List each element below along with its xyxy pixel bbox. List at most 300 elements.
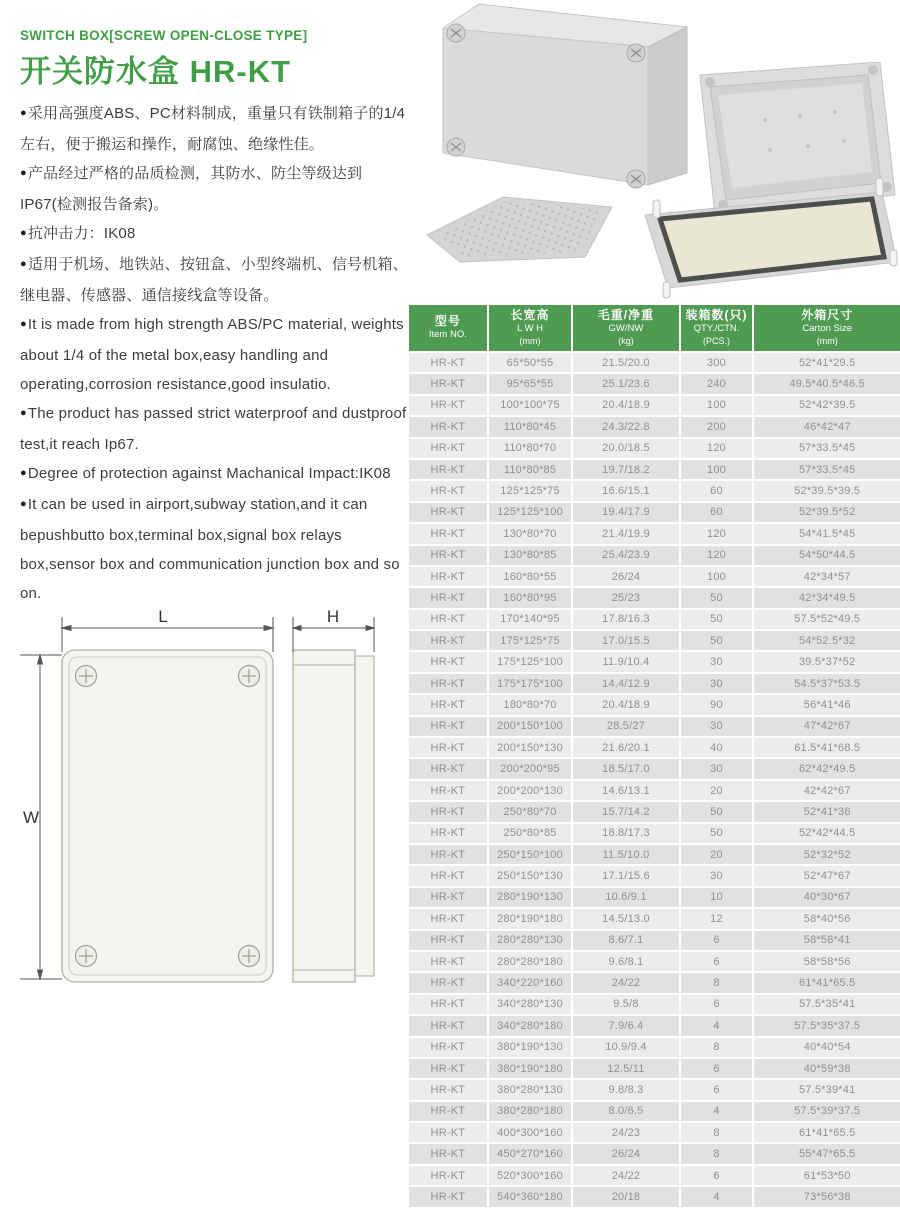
- spec-cell: 12.5/11: [573, 1059, 678, 1078]
- spec-row: [409, 888, 900, 907]
- spec-cell: 300: [681, 353, 753, 372]
- spec-cell: 8.0/6.5: [573, 1102, 678, 1121]
- spec-cell: 52*39.5*39.5: [754, 481, 900, 500]
- spec-cell: HR-KT: [409, 374, 487, 393]
- feature-bullet: [20, 310, 414, 399]
- spec-cell: 47*42*67: [754, 717, 900, 736]
- feature-bullet: [20, 399, 414, 459]
- spec-cell: 24.3/22.8: [573, 417, 678, 436]
- feature-text: 产品经过严格的品质检测，其防水、防尘等级达到IP67(检测报告备索)。: [20, 165, 363, 213]
- product-photo: [410, 0, 900, 302]
- column-header-unit: (PCS.): [703, 336, 730, 347]
- spec-row: [409, 695, 900, 714]
- spec-cell: 280*190*180: [489, 909, 572, 928]
- spec-cell: 40*59*38: [754, 1059, 900, 1078]
- spec-cell: 20.4/18.9: [573, 695, 678, 714]
- spec-cell: 120: [681, 546, 753, 565]
- feature-text: 抗冲击力：IK08: [27, 225, 136, 242]
- spec-table: [409, 305, 900, 1209]
- column-header: [573, 305, 678, 351]
- spec-cell: 8.6/7.1: [573, 931, 678, 950]
- spec-cell: 61.5*41*68.5: [754, 738, 900, 757]
- dim-W: [20, 655, 62, 979]
- spec-cell: 42*42*67: [754, 781, 900, 800]
- spec-cell: 6: [681, 952, 753, 971]
- spec-cell: 9.6/8.1: [573, 952, 678, 971]
- spec-cell: 57.5*35*37.5: [754, 1016, 900, 1035]
- spec-cell: 18.8/17.3: [573, 824, 678, 843]
- spec-cell: 30: [681, 717, 753, 736]
- spec-cell: 20.0/18.5: [573, 439, 678, 458]
- spec-cell: 52*42*44.5: [754, 824, 900, 843]
- spec-cell: HR-KT: [409, 888, 487, 907]
- spec-cell: 200*200*95: [489, 759, 572, 778]
- spec-cell: 21.5/20.0: [573, 353, 678, 372]
- spec-cell: 280*280*180: [489, 952, 572, 971]
- spec-cell: 10.6/9.1: [573, 888, 678, 907]
- feature-text: It is made from high strength ABS/PC material, weights about 1/4 of the metal box,easy handling and operating,corrosion resistance,good insulatio.: [20, 316, 404, 393]
- bullet-marker-icon: ●: [20, 258, 27, 270]
- spec-row: [409, 845, 900, 864]
- spec-cell: 30: [681, 674, 753, 693]
- spec-cell: 280*190*130: [489, 888, 572, 907]
- feature-bullet: [20, 490, 414, 608]
- column-header-zh: 型号: [434, 314, 461, 329]
- spec-cell: 57.5*39*37.5: [754, 1102, 900, 1121]
- spec-cell: 250*80*85: [489, 824, 572, 843]
- spec-cell: 52*47*67: [754, 866, 900, 885]
- spec-cell: HR-KT: [409, 802, 487, 821]
- spec-cell: HR-KT: [409, 1038, 487, 1057]
- spec-row: [409, 1187, 900, 1206]
- feature-text: The product has passed strict waterproof and dustproof test,it reach Ip67.: [20, 405, 407, 453]
- spec-cell: HR-KT: [409, 952, 487, 971]
- column-header-en: Item NO.: [428, 328, 467, 340]
- feature-bullet: [20, 99, 414, 159]
- spec-cell: 8: [681, 1144, 753, 1163]
- spec-cell: 30: [681, 759, 753, 778]
- spec-row: [409, 1166, 900, 1185]
- spec-cell: 21.4/19.9: [573, 524, 678, 543]
- spec-cell: 100: [681, 567, 753, 586]
- spec-row: [409, 439, 900, 458]
- spec-cell: 110*80*85: [489, 460, 572, 479]
- spec-cell: 30: [681, 652, 753, 671]
- column-header-en: QTY./CTN.: [693, 323, 740, 335]
- spec-row: [409, 781, 900, 800]
- spec-row: [409, 973, 900, 992]
- spec-cell: 58*58*41: [754, 931, 900, 950]
- spec-cell: 73*56*38: [754, 1187, 900, 1206]
- bullet-marker-icon: ●: [20, 318, 27, 330]
- spec-cell: HR-KT: [409, 652, 487, 671]
- spec-row: [409, 931, 900, 950]
- spec-cell: 60: [681, 503, 753, 522]
- spec-cell: 11.5/10.0: [573, 845, 678, 864]
- spec-row: [409, 396, 900, 415]
- feature-bullet: [20, 159, 414, 219]
- spec-cell: HR-KT: [409, 396, 487, 415]
- feature-bullet: [20, 459, 414, 490]
- feature-text: 采用高强度ABS、PC材料制成，重量只有铁制箱子的1/4左右，便于搬运和操作，耐腐蚀、绝缘性佳。: [20, 105, 406, 153]
- spec-cell: 540*360*180: [489, 1187, 572, 1206]
- spec-cell: 25.1/23.6: [573, 374, 678, 393]
- dim-label-H: H: [326, 607, 340, 626]
- mounting-plate-icon: [427, 197, 612, 262]
- feature-bullet: [20, 250, 414, 310]
- open-box-icon: [700, 62, 895, 215]
- spec-cell: 54*41.5*45: [754, 524, 900, 543]
- spec-cell: 175*125*100: [489, 652, 572, 671]
- spec-cell: 58*58*56: [754, 952, 900, 971]
- spec-table-body: [409, 353, 900, 1207]
- spec-cell: 6: [681, 931, 753, 950]
- spec-cell: 57*33.5*45: [754, 439, 900, 458]
- spec-cell: 100: [681, 396, 753, 415]
- spec-cell: 42*34*57: [754, 567, 900, 586]
- spec-cell: 49.5*40.5*46.5: [754, 374, 900, 393]
- spec-cell: 100*100*75: [489, 396, 572, 415]
- bullet-marker-icon: ●: [20, 167, 27, 179]
- spec-row: [409, 546, 900, 565]
- column-header: [409, 305, 487, 351]
- spec-row: [409, 588, 900, 607]
- spec-cell: 28.5/27: [573, 717, 678, 736]
- spec-row: [409, 824, 900, 843]
- front-view: [62, 650, 273, 982]
- spec-row: [409, 1016, 900, 1035]
- spec-row: [409, 481, 900, 500]
- feature-text: Degree of protection against Machanical Impact:IK08: [27, 465, 391, 482]
- spec-cell: 250*150*100: [489, 845, 572, 864]
- spec-cell: 340*280*180: [489, 1016, 572, 1035]
- spec-row: [409, 674, 900, 693]
- spec-cell: 52*41*36: [754, 802, 900, 821]
- spec-cell: 46*42*47: [754, 417, 900, 436]
- spec-cell: 52*42*39.5: [754, 396, 900, 415]
- spec-cell: 17.8/16.3: [573, 610, 678, 629]
- spec-cell: HR-KT: [409, 353, 487, 372]
- spec-cell: 8: [681, 1123, 753, 1142]
- spec-cell: 180*80*70: [489, 695, 572, 714]
- spec-cell: 57.5*35*41: [754, 995, 900, 1014]
- column-header-en: GW/NW: [608, 323, 644, 335]
- dimension-drawing: [15, 605, 395, 1000]
- spec-cell: 25/23: [573, 588, 678, 607]
- spec-cell: 26/24: [573, 567, 678, 586]
- spec-cell: 400*300*160: [489, 1123, 572, 1142]
- spec-cell: 110*80*70: [489, 439, 572, 458]
- spec-cell: 18.5/17.0: [573, 759, 678, 778]
- bullet-marker-icon: ●: [20, 498, 27, 510]
- spec-row: [409, 1102, 900, 1121]
- spec-cell: 65*50*55: [489, 353, 572, 372]
- spec-cell: HR-KT: [409, 738, 487, 757]
- spec-cell: 280*280*130: [489, 931, 572, 950]
- spec-cell: 20/18: [573, 1187, 678, 1206]
- bullet-marker-icon: ●: [20, 467, 27, 479]
- spec-cell: 380*190*180: [489, 1059, 572, 1078]
- column-header-en: L W H: [517, 323, 544, 335]
- spec-cell: 24/22: [573, 973, 678, 992]
- spec-cell: HR-KT: [409, 717, 487, 736]
- spec-cell: 200*150*100: [489, 717, 572, 736]
- spec-cell: 340*280*130: [489, 995, 572, 1014]
- spec-row: [409, 631, 900, 650]
- spec-row: [409, 1059, 900, 1078]
- spec-cell: HR-KT: [409, 824, 487, 843]
- spec-cell: 125*125*75: [489, 481, 572, 500]
- spec-cell: HR-KT: [409, 417, 487, 436]
- side-view: [293, 650, 374, 982]
- spec-cell: HR-KT: [409, 1166, 487, 1185]
- dim-L: [62, 607, 273, 652]
- spec-cell: 160*80*95: [489, 588, 572, 607]
- spec-cell: 120: [681, 524, 753, 543]
- spec-cell: 125*125*100: [489, 503, 572, 522]
- spec-row: [409, 652, 900, 671]
- spec-row: [409, 417, 900, 436]
- spec-cell: 54*50*44.5: [754, 546, 900, 565]
- feature-text: 适用于机场、地铁站、按钮盒、小型终端机、信号机箱、继电器、传感器、通信接线盒等设备。: [20, 256, 408, 304]
- spec-cell: 6: [681, 995, 753, 1014]
- spec-cell: 11.9/10.4: [573, 652, 678, 671]
- spec-cell: 40: [681, 738, 753, 757]
- feature-list: [20, 99, 414, 608]
- column-header-unit: (mm): [519, 336, 541, 347]
- spec-cell: 450*270*160: [489, 1144, 572, 1163]
- spec-cell: 60: [681, 481, 753, 500]
- spec-cell: 175*175*100: [489, 674, 572, 693]
- spec-cell: 52*39.5*52: [754, 503, 900, 522]
- spec-table-header: [409, 305, 900, 351]
- spec-cell: 56*41*46: [754, 695, 900, 714]
- spec-cell: 520*300*160: [489, 1166, 572, 1185]
- spec-row: [409, 353, 900, 372]
- spec-row: [409, 1038, 900, 1057]
- spec-cell: 62*42*49.5: [754, 759, 900, 778]
- column-header-zh: 毛重/净重: [597, 308, 655, 323]
- spec-cell: HR-KT: [409, 674, 487, 693]
- product-title-en: SWITCH BOX[SCREW OPEN-CLOSE TYPE]: [20, 28, 308, 43]
- spec-cell: 200*200*130: [489, 781, 572, 800]
- spec-row: [409, 460, 900, 479]
- spec-cell: 61*41*65.5: [754, 1123, 900, 1142]
- spec-cell: 100: [681, 460, 753, 479]
- spec-cell: HR-KT: [409, 781, 487, 800]
- spec-cell: HR-KT: [409, 481, 487, 500]
- spec-cell: HR-KT: [409, 695, 487, 714]
- spec-cell: 250*80*70: [489, 802, 572, 821]
- spec-cell: 130*80*70: [489, 524, 572, 543]
- spec-cell: 19.4/17.9: [573, 503, 678, 522]
- spec-cell: 52*32*52: [754, 845, 900, 864]
- spec-cell: 7.9/6.4: [573, 1016, 678, 1035]
- spec-cell: 54*52.5*32: [754, 631, 900, 650]
- spec-row: [409, 524, 900, 543]
- spec-row: [409, 1144, 900, 1163]
- spec-cell: 12: [681, 909, 753, 928]
- spec-cell: 40*40*54: [754, 1038, 900, 1057]
- spec-cell: 9.8/8.3: [573, 1080, 678, 1099]
- spec-cell: HR-KT: [409, 845, 487, 864]
- spec-cell: 4: [681, 1102, 753, 1121]
- bullet-marker-icon: ●: [20, 407, 27, 419]
- feature-bullet: [20, 219, 414, 250]
- spec-cell: 14.4/12.9: [573, 674, 678, 693]
- spec-cell: 240: [681, 374, 753, 393]
- spec-cell: 8: [681, 973, 753, 992]
- spec-cell: 200: [681, 417, 753, 436]
- spec-cell: HR-KT: [409, 610, 487, 629]
- spec-cell: 24/23: [573, 1123, 678, 1142]
- spec-cell: 110*80*45: [489, 417, 572, 436]
- spec-cell: 200*150*130: [489, 738, 572, 757]
- spec-row: [409, 567, 900, 586]
- spec-cell: 20: [681, 845, 753, 864]
- product-title-zh: 开关防水盒 HR-KT: [20, 54, 292, 89]
- spec-cell: 52*41*29.5: [754, 353, 900, 372]
- spec-cell: 58*40*56: [754, 909, 900, 928]
- page-header: [20, 28, 412, 91]
- spec-row: [409, 866, 900, 885]
- column-header-unit: (mm): [816, 336, 838, 347]
- column-header: [754, 305, 900, 351]
- spec-cell: HR-KT: [409, 1187, 487, 1206]
- spec-cell: HR-KT: [409, 588, 487, 607]
- spec-cell: HR-KT: [409, 1144, 487, 1163]
- spec-cell: 380*280*180: [489, 1102, 572, 1121]
- spec-cell: HR-KT: [409, 909, 487, 928]
- spec-cell: 26/24: [573, 1144, 678, 1163]
- spec-cell: HR-KT: [409, 1059, 487, 1078]
- spec-cell: 10: [681, 888, 753, 907]
- spec-cell: 160*80*55: [489, 567, 572, 586]
- spec-cell: 39.5*37*52: [754, 652, 900, 671]
- spec-cell: HR-KT: [409, 1123, 487, 1142]
- spec-cell: 6: [681, 1059, 753, 1078]
- spec-cell: 50: [681, 631, 753, 650]
- spec-row: [409, 738, 900, 757]
- column-header-zh: 装箱数(只): [685, 308, 748, 323]
- spec-cell: 25.4/23.9: [573, 546, 678, 565]
- spec-cell: 57*33.5*45: [754, 460, 900, 479]
- spec-row: [409, 374, 900, 393]
- spec-row: [409, 802, 900, 821]
- column-header-unit: (kg): [618, 336, 634, 347]
- spec-row: [409, 909, 900, 928]
- spec-cell: 10.9/9.4: [573, 1038, 678, 1057]
- spec-cell: 6: [681, 1080, 753, 1099]
- spec-cell: 57.5*52*49.5: [754, 610, 900, 629]
- spec-cell: 130*80*85: [489, 546, 572, 565]
- spec-cell: 21.6/20.1: [573, 738, 678, 757]
- spec-cell: 57.5*39*41: [754, 1080, 900, 1099]
- spec-row: [409, 1123, 900, 1142]
- spec-cell: 17.1/15.6: [573, 866, 678, 885]
- spec-cell: 16.6/15.1: [573, 481, 678, 500]
- dim-label-L: L: [158, 607, 168, 626]
- spec-cell: HR-KT: [409, 503, 487, 522]
- dim-label-W: W: [23, 808, 40, 827]
- spec-cell: HR-KT: [409, 931, 487, 950]
- spec-cell: 4: [681, 1016, 753, 1035]
- spec-cell: 120: [681, 439, 753, 458]
- spec-cell: 380*280*130: [489, 1080, 572, 1099]
- spec-cell: HR-KT: [409, 460, 487, 479]
- spec-cell: HR-KT: [409, 567, 487, 586]
- spec-cell: 50: [681, 802, 753, 821]
- spec-row: [409, 952, 900, 971]
- column-header-en: Carton Size: [802, 323, 853, 335]
- spec-cell: 9.5/8: [573, 995, 678, 1014]
- bullet-marker-icon: ●: [20, 227, 27, 239]
- spec-cell: HR-KT: [409, 524, 487, 543]
- spec-cell: 170*140*95: [489, 610, 572, 629]
- spec-cell: 6: [681, 1166, 753, 1185]
- spec-cell: HR-KT: [409, 1016, 487, 1035]
- column-header-zh: 长宽高: [510, 308, 550, 323]
- spec-row: [409, 995, 900, 1014]
- spec-cell: 14.6/13.1: [573, 781, 678, 800]
- spec-cell: 40*30*67: [754, 888, 900, 907]
- spec-cell: HR-KT: [409, 759, 487, 778]
- spec-cell: 250*150*130: [489, 866, 572, 885]
- spec-row: [409, 717, 900, 736]
- spec-cell: HR-KT: [409, 439, 487, 458]
- spec-cell: 4: [681, 1187, 753, 1206]
- spec-row: [409, 610, 900, 629]
- spec-cell: 90: [681, 695, 753, 714]
- spec-cell: 380*190*130: [489, 1038, 572, 1057]
- spec-cell: 19.7/18.2: [573, 460, 678, 479]
- spec-cell: 50: [681, 588, 753, 607]
- spec-cell: 8: [681, 1038, 753, 1057]
- spec-cell: 61*41*65.5: [754, 973, 900, 992]
- column-header: [681, 305, 753, 351]
- spec-cell: 14.5/13.0: [573, 909, 678, 928]
- spec-cell: HR-KT: [409, 995, 487, 1014]
- feature-text: It can be used in airport,subway station,and it can bepushbutto box,terminal box,signal box relays box,sensor box and communication junction box and so on.: [20, 496, 400, 602]
- spec-cell: 95*65*55: [489, 374, 572, 393]
- spec-cell: 54.5*37*53.5: [754, 674, 900, 693]
- spec-cell: 30: [681, 866, 753, 885]
- spec-cell: 175*125*75: [489, 631, 572, 650]
- spec-cell: 17.0/15.5: [573, 631, 678, 650]
- spec-cell: 50: [681, 610, 753, 629]
- dim-H: [293, 607, 374, 652]
- spec-cell: 20: [681, 781, 753, 800]
- spec-cell: HR-KT: [409, 546, 487, 565]
- spec-row: [409, 1080, 900, 1099]
- column-header-zh: 外箱尺寸: [801, 308, 854, 323]
- closed-box-icon: [443, 4, 687, 188]
- spec-cell: HR-KT: [409, 866, 487, 885]
- spec-cell: 42*34*49.5: [754, 588, 900, 607]
- spec-cell: HR-KT: [409, 973, 487, 992]
- bullet-marker-icon: ●: [20, 107, 27, 119]
- column-header: [489, 305, 572, 351]
- spec-cell: 340*220*160: [489, 973, 572, 992]
- spec-cell: HR-KT: [409, 1080, 487, 1099]
- spec-row: [409, 759, 900, 778]
- spec-row: [409, 503, 900, 522]
- spec-cell: HR-KT: [409, 631, 487, 650]
- spec-cell: HR-KT: [409, 1102, 487, 1121]
- spec-cell: 15.7/14.2: [573, 802, 678, 821]
- spec-cell: 24/22: [573, 1166, 678, 1185]
- spec-cell: 61*53*50: [754, 1166, 900, 1185]
